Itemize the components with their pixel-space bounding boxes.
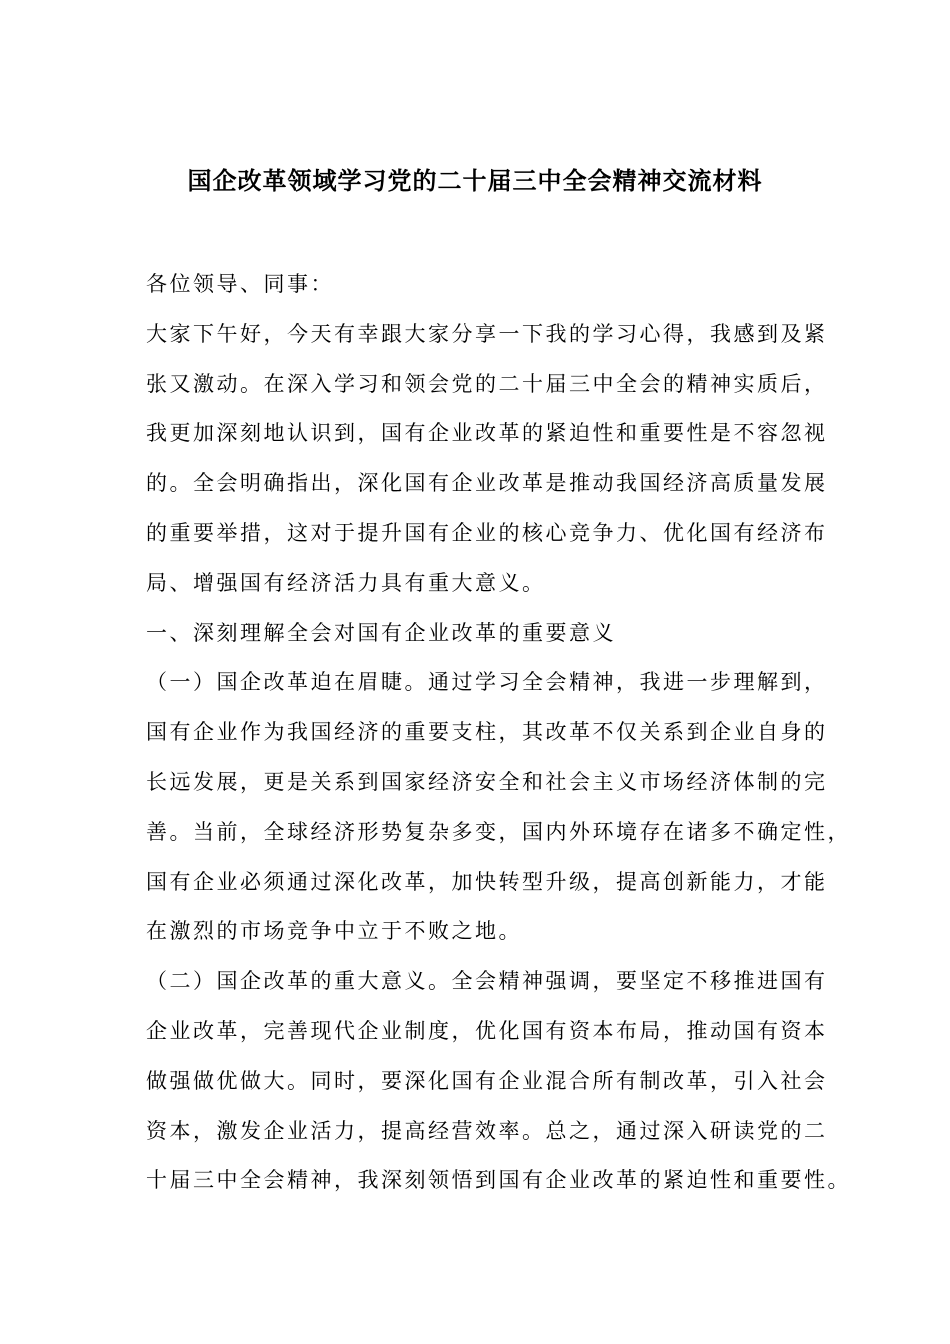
paragraph-line: （一）国企改革迫在眉睫。通过学习全会精神，我进一步理解到， [146,670,828,695]
document-body [146,260,851,1206]
salutation-line: 各位领导、同事： [146,272,334,296]
paragraph-line: 国有企业必须通过深化改革，加快转型升级，提高创新能力，才能 [146,869,828,894]
paragraph-line: 国有企业作为我国经济的重要支柱，其改革不仅关系到企业自身的 [146,720,828,745]
document-title: 国企改革领域学习党的二十届三中全会精神交流材料 [187,167,763,195]
paragraph-line: 做强做优做大。同时，要深化国有企业混合所有制改革，引入社会 [146,1068,828,1093]
paragraph-line: 的。全会明确指出，深化国有企业改革是推动我国经济高质量发展 [146,471,828,496]
paragraph-line: 企业改革，完善现代企业制度，优化国有资本布局，推动国有资本 [146,1018,828,1043]
paragraph-line: （二）国企改革的重大意义。全会精神强调，要坚定不移推进国有 [146,969,828,994]
paragraph-line: 在激烈的市场竞争中立于不败之地。 [146,919,522,944]
paragraph-line: 张又激动。在深入学习和领会党的二十届三中全会的精神实质后， [146,371,828,396]
paragraph-line: 资本，激发企业活力，提高经营效率。总之，通过深入研读党的二 [146,1118,828,1143]
section-heading: 一、深刻理解全会对国有企业改革的重要意义 [146,620,616,645]
paragraph-line: 局、增强国有经济活力具有重大意义。 [146,570,546,595]
paragraph-line: 十届三中全会精神，我深刻领悟到国有企业改革的紧迫性和重要性。 [146,1168,851,1193]
paragraph-line: 大家下午好，今天有幸跟大家分享一下我的学习心得，我感到及紧 [146,321,828,346]
paragraph-line: 的重要举措，这对于提升国有企业的核心竞争力、优化国有经济布 [146,520,828,545]
paragraph-line: 长远发展，更是关系到国家经济安全和社会主义市场经济体制的完 [146,769,828,794]
paragraph-line: 我更加深刻地认识到，国有企业改革的紧迫性和重要性是不容忽视 [146,421,828,446]
paragraph-line: 善。当前，全球经济形势复杂多变，国内外环境存在诸多不确定性， [146,819,851,844]
